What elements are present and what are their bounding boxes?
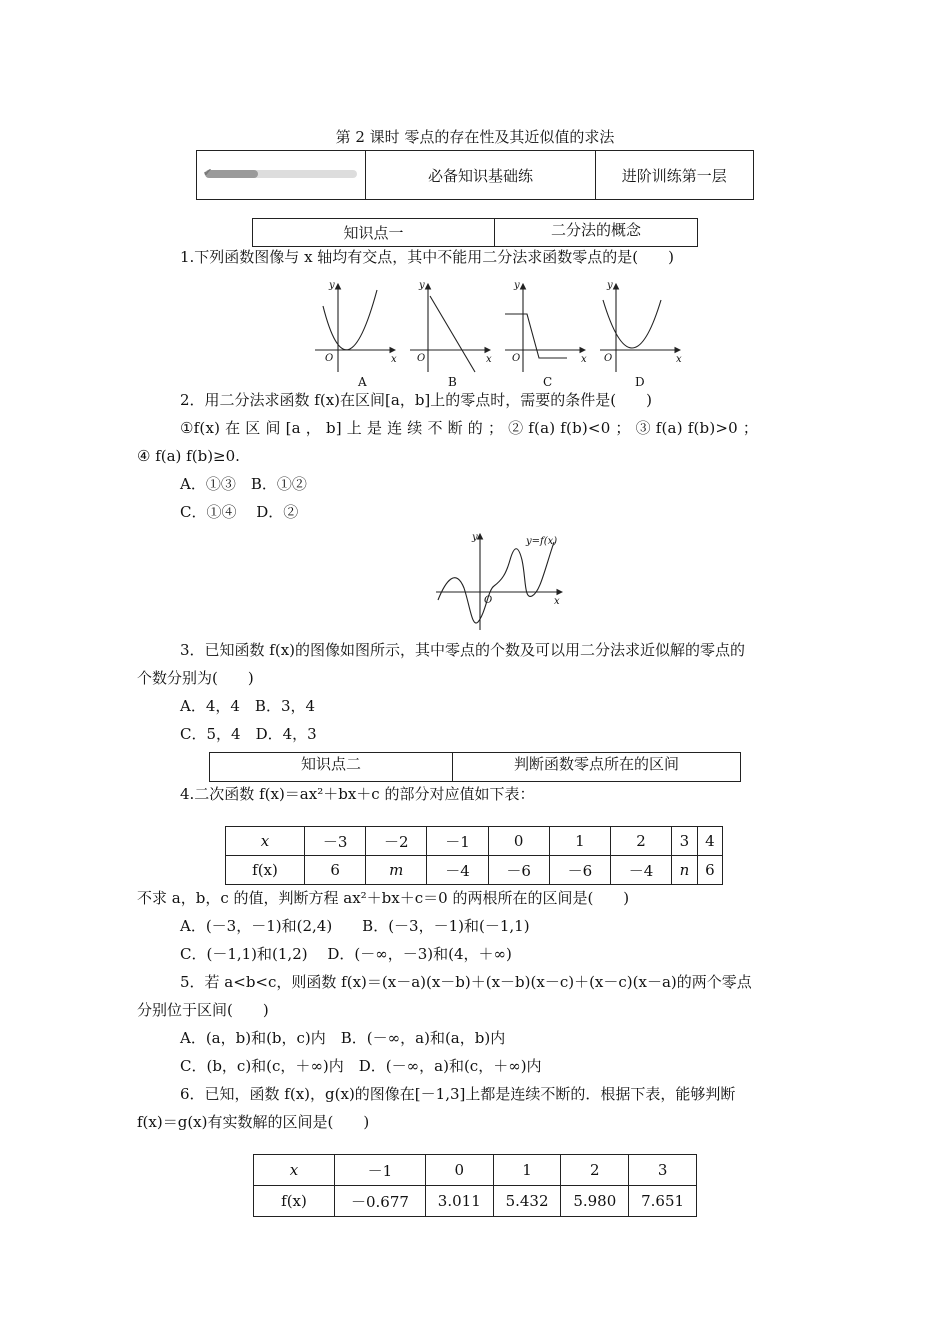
svg-text:y: y xyxy=(472,532,478,543)
question-4: 4.二次函数 f(x)＝ax²＋bx＋c 的部分对应值如下表： xyxy=(180,785,535,803)
graph-label-d: D xyxy=(635,375,645,388)
question-4-cont: 不求 a，b，c 的值，判断方程 ax²＋bx＋c＝0 的两根所在的区间是( ) xyxy=(137,889,630,907)
svg-text:O: O xyxy=(512,353,521,364)
page-title: 第 2 课时 零点的存在性及其近似值的求法 xyxy=(335,128,615,146)
question-3-cont: 个数分别为( ) xyxy=(137,669,254,687)
question-5-options-cd: C．(b，c)和(c，＋∞)内 D．(－∞，a)和(c，＋∞)内 xyxy=(180,1057,542,1075)
question-2: 2．用二分法求函数 f(x)在区间[a，b]上的零点时，需要的条件是( ) xyxy=(180,391,652,409)
graph-label-b: B xyxy=(448,375,457,388)
q6-table: x －1 0 1 2 3 f(x) －0.677 3.011 5.432 5.980 7.651 xyxy=(253,1154,697,1217)
question-5-options-ab: A．(a，b)和(b，c)内 B．(－∞，a)和(a，b)内 xyxy=(180,1029,506,1047)
kp2-topic: 判断函数零点所在的区间 xyxy=(514,755,680,773)
header-advanced-level: 进阶训练第一层 xyxy=(621,166,727,185)
question-4-options-ab: A．(－3，－1)和(2,4) B．(－3，－1)和(－1,1) xyxy=(180,917,530,935)
question-6: 6．已知，函数 f(x)，g(x)的图像在[－1,3]上都是连续不断的．根据下表，能够判断 xyxy=(180,1085,736,1103)
question-2-options-cd: C．①④ D．② xyxy=(180,503,299,521)
knowledge-point-1 xyxy=(252,218,698,247)
svg-text:O: O xyxy=(417,353,426,364)
question-2-options-ab: A．①③ B．①② xyxy=(180,475,307,493)
svg-text:y: y xyxy=(419,280,425,291)
svg-text:y: y xyxy=(514,280,520,291)
svg-text:O: O xyxy=(484,595,493,606)
svg-text:y: y xyxy=(329,280,335,291)
kp2-label: 知识点二 xyxy=(210,753,453,781)
svg-text:y: y xyxy=(607,280,613,291)
svg-text:O: O xyxy=(325,353,334,364)
question-4-options-cd: C．(－1,1)和(1,2) D．(－∞，－3)和(4，＋∞) xyxy=(180,945,512,963)
kp1-label: 知识点一 xyxy=(253,219,495,246)
curve-label: y=f(x) xyxy=(526,536,558,547)
question-1: 1.下列函数图像与 x 轴均有交点，其中不能用二分法求函数零点的是( ) xyxy=(180,248,675,266)
question-6-cont: f(x)＝g(x)有实数解的区间是( ) xyxy=(137,1113,370,1131)
q3-graph xyxy=(432,530,572,634)
q4-table: x －3 －2 －1 0 1 2 3 4 f(x) 6 m －4 －6 －6 －4 n 6 xyxy=(225,826,723,885)
question-3-options-cd: C．5，4 D．4，3 xyxy=(180,725,317,743)
q1-graphs xyxy=(305,276,685,388)
svg-text:x: x xyxy=(554,596,560,607)
question-2-conditions: ①f(x) 在 区 间 [a ， b] 上 是 连 续 不 断 的 ； ② f(a) f(b)<0 ； ③ f(a) f(b)>0 ； xyxy=(180,419,759,437)
svg-text:x: x xyxy=(581,354,587,365)
question-2-condition-4: ④ f(a) f(b)≥0. xyxy=(137,447,240,465)
svg-text:x: x xyxy=(486,354,492,365)
svg-text:x: x xyxy=(391,354,397,365)
svg-text:x: x xyxy=(676,354,682,365)
knowledge-point-2 xyxy=(209,752,741,782)
svg-text:O: O xyxy=(604,353,613,364)
kp1-topic: 二分法的概念 xyxy=(550,221,641,239)
graph-label-a: A xyxy=(358,375,367,388)
progress-bar xyxy=(205,170,357,178)
question-5: 5．若 a<b<c，则函数 f(x)＝(x－a)(x－b)＋(x－b)(x－c)＋(x－c)(x－a)的两个零点 xyxy=(180,973,752,991)
question-3-options-ab: A．4，4 B．3，4 xyxy=(180,697,316,715)
check-icon: ✔ xyxy=(203,166,213,179)
graph-label-c: C xyxy=(543,375,553,388)
header-basic-practice: 必备知识基础练 xyxy=(366,151,595,199)
question-5-cont: 分别位于区间( ) xyxy=(137,1001,269,1019)
question-3: 3．已知函数 f(x)的图像如图所示，其中零点的个数及可以用二分法求近似解的零点的 xyxy=(180,641,746,659)
